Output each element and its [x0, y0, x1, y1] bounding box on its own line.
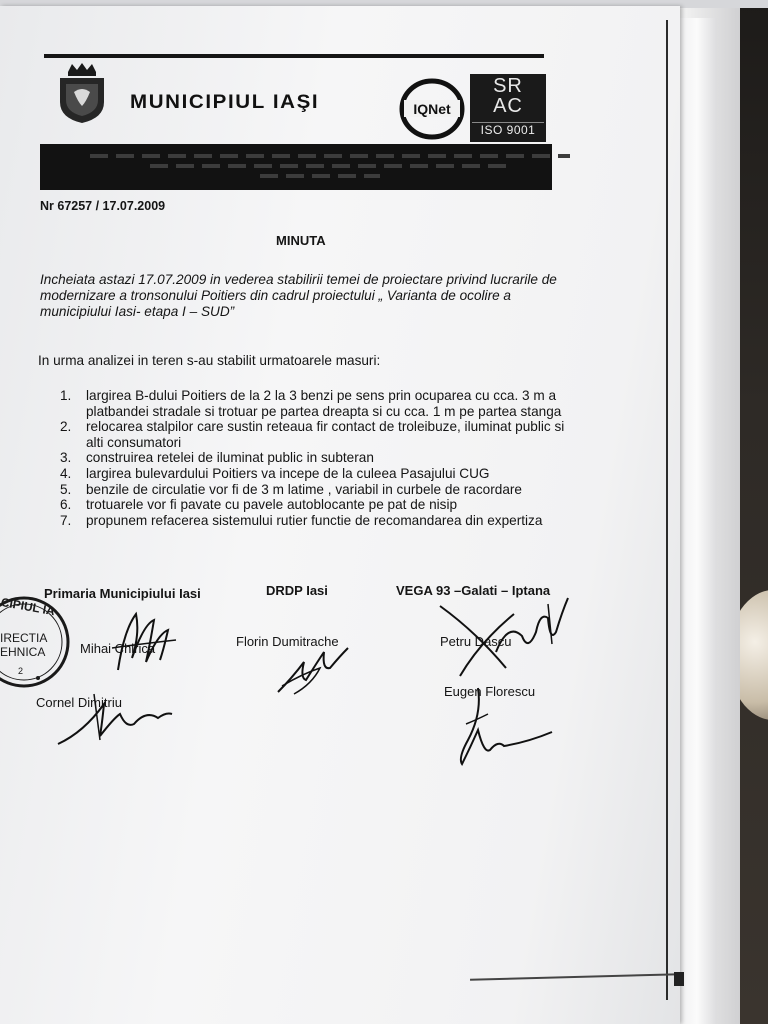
footer-mark [674, 972, 684, 986]
stamp-text: IRECTIA [0, 631, 48, 645]
list-item [60, 466, 570, 482]
item-text: construirea retelei de iluminat public in subteran [86, 450, 374, 466]
faint-band-text [150, 164, 510, 168]
item-number: 5. [60, 481, 72, 497]
handwritten-signature [54, 684, 178, 748]
item-text: benzile de circulatie vor fi de 3 m latime , variabil in curbele de racordare [86, 481, 522, 497]
item-number: 7. [60, 512, 72, 528]
signatory-name: Florin Dumitrache [236, 634, 339, 649]
document-intro: Incheiata astazi 17.07.2009 in vederea stabilirii temei de proiectare privind lucrarile de modernizare a tronsonului Poitiers din cadrul proiectului „ Varianta de ocolire a municipiului Iasi- etapa I – SUD” [40, 272, 557, 319]
stamp-text: 2 [18, 666, 24, 676]
item-text: largirea B-dului Poitiers de la 2 la 3 benzi pe sens prin ocuparea cu cca. 3 m a platbandei stradale si trotuar pe partea dreapta si cu cca. 1 m pe partea stanga [86, 388, 562, 419]
handwritten-signature [436, 592, 576, 682]
faint-band-text [90, 154, 570, 158]
letterhead-contact-band [40, 144, 552, 190]
faint-band-text [260, 174, 380, 178]
srac-label: SR AC [493, 75, 523, 117]
signatory-vega-label: VEGA 93 –Galati – Iptana [396, 583, 551, 598]
item-text: largirea bulevardului Poitiers va incepe de la culeea Pasajului CUG [86, 465, 490, 481]
item-number: 2. [60, 419, 72, 435]
signatory-name: Eugen Florescu [444, 684, 536, 699]
measures-lead: In urma analizei in teren s-au stabilit urmatoarele masuri: [38, 353, 381, 368]
item-number: 6. [60, 497, 72, 513]
item-number: 4. [60, 465, 72, 481]
document-number: Nr 67257 / 17.07.2009 [40, 199, 166, 213]
handwritten-signature [272, 634, 352, 698]
official-stamp [0, 588, 76, 698]
handwritten-signature [448, 684, 558, 768]
stamp-text: EHNICA [0, 645, 46, 659]
sheet-border-line [666, 20, 668, 1000]
list-item [60, 513, 570, 529]
srac-logo [470, 74, 546, 142]
stamp-text: CIPIUL IA [0, 594, 56, 619]
institution-name: MUNICIPIUL IAŞI [130, 92, 320, 113]
signatory-name: Petru Dascu [440, 634, 512, 649]
list-item [60, 497, 570, 513]
signatory-primaria-label: Primaria Municipiului Iasi [44, 586, 201, 601]
list-item [60, 419, 570, 450]
iqnet-label: IQNet [413, 101, 451, 117]
signatory-name: Mihai Chirica [80, 641, 156, 656]
iqnet-logo-icon [398, 78, 466, 140]
handwritten-signature [110, 600, 180, 680]
measures-list [60, 388, 570, 528]
item-number: 1. [60, 388, 72, 403]
item-number: 3. [60, 450, 72, 466]
item-text: propunem refacerea sistemului rutier functie de recomandarea din expertiza [86, 512, 543, 528]
list-item [60, 450, 570, 466]
item-text: trotuarele vor fi pavate cu pavele autoblocante pe pat de nisip [86, 497, 458, 513]
letterhead-rule [44, 54, 544, 58]
coat-of-arms-icon [58, 62, 106, 124]
iso-label: ISO 9001 [472, 122, 544, 137]
signatory-name: Cornel Dimitriu [36, 695, 122, 710]
list-item [60, 388, 570, 419]
document-title: MINUTA [276, 233, 326, 248]
signatory-drdp-label: DRDP Iasi [266, 583, 328, 598]
item-text: relocarea stalpilor care sustin reteaua fir contact de troleibuze, iluminat public si alti consumatori [86, 419, 565, 450]
list-item [60, 482, 570, 498]
